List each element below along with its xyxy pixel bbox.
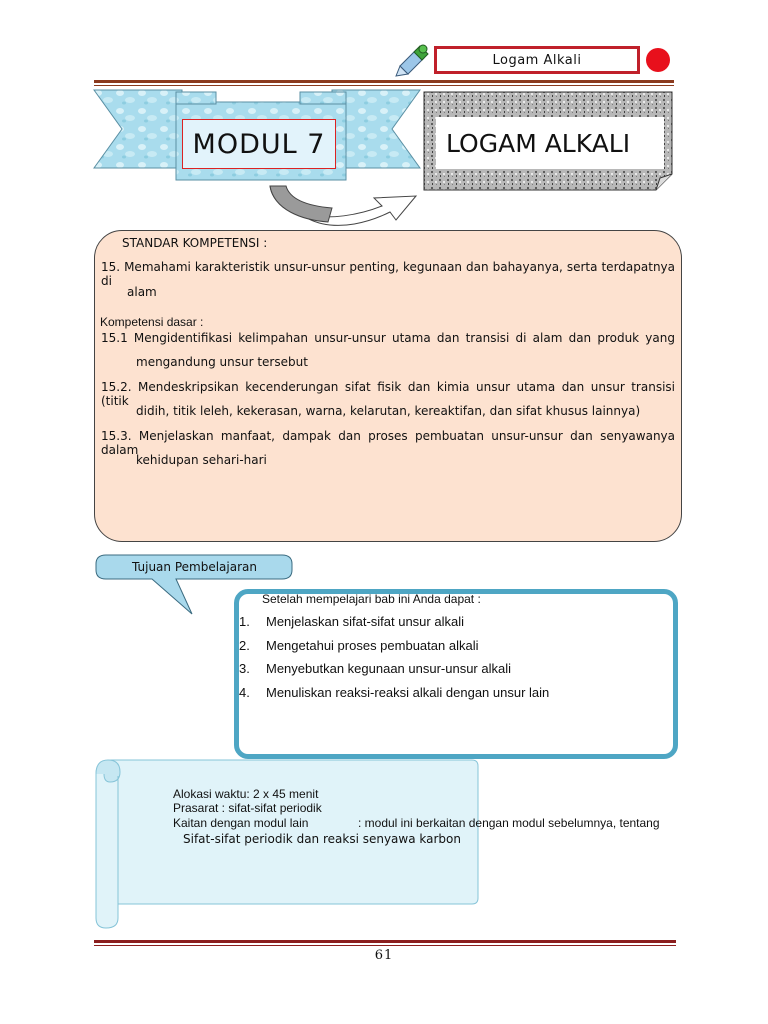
- module-title-box: [436, 117, 664, 169]
- module-topic-text: Logam Alkali: [492, 52, 582, 68]
- module-number: MODUL 7: [192, 128, 326, 160]
- header-rule-thin: [94, 85, 674, 86]
- time-allocation: Alokasi waktu: 2 x 45 menit: [173, 787, 319, 801]
- objective-number: 4.: [239, 685, 250, 700]
- basic-competency-item-cont: kehidupan sehari-hari: [136, 453, 267, 467]
- callout-label: Tujuan Pembelajaran: [132, 560, 257, 574]
- competency-item-cont: alam: [127, 285, 157, 299]
- basic-competency-item: 15.2. Mendeskripsikan kecenderungan sifat fisik dan kimia unsur utama dan unsur transisi (titik: [101, 380, 675, 408]
- red-dot-icon: [646, 48, 670, 72]
- objective-text: Menjelaskan sifat-sifat unsur alkali: [266, 614, 464, 629]
- footer-rule: [94, 940, 676, 943]
- competency-item: 15. Memahami karakteristik unsur-unsur penting, kegunaan dan bahayanya, serta terdapatnya di: [101, 260, 675, 288]
- pen-icon: [392, 42, 430, 80]
- related-module-text: : modul ini berkaitan dengan modul sebelumnya, tentang: [358, 816, 660, 830]
- basic-competency-item-cont: mengandung unsur tersebut: [136, 355, 308, 369]
- basic-competency-heading: Kompetensi dasar :: [100, 315, 204, 329]
- page-number: 61: [374, 948, 394, 963]
- objective-number: 1.: [239, 614, 250, 629]
- objectives-intro: Setelah mempelajari bab ini Anda dapat :: [262, 592, 481, 606]
- objective-text: Mengetahui proses pembuatan alkali: [266, 638, 479, 653]
- competency-heading: STANDAR KOMPETENSI :: [122, 236, 268, 250]
- basic-competency-item: 15.1 Mengidentifikasi kelimpahan unsur-unsur utama dan transisi di alam dan produk yang: [101, 331, 675, 345]
- basic-competency-item: 15.3. Menjelaskan manfaat, dampak dan proses pembuatan unsur-unsur dan senyawanya dalam: [101, 429, 675, 457]
- header-rule: [94, 80, 674, 83]
- basic-competency-item-cont: didih, titik leleh, kekerasan, warna, kelarutan, kereaktifan, dan sifat khusus lainnya): [136, 404, 641, 418]
- objective-text: Menuliskan reaksi-reaksi alkali dengan unsur lain: [266, 685, 550, 700]
- related-module-label: Kaitan dengan modul lain: [173, 816, 309, 830]
- objective-number: 2.: [239, 638, 250, 653]
- prerequisite: Prasarat : sifat-sifat periodik: [173, 801, 322, 815]
- module-topic-label: [434, 46, 640, 74]
- footer-rule-thin: [94, 945, 676, 946]
- module-title: LOGAM ALKALI: [446, 128, 631, 158]
- objective-number: 3.: [239, 661, 250, 676]
- module-number-box: [182, 119, 336, 169]
- related-module-topics: Sifat-sifat periodik dan reaksi senyawa karbon: [183, 832, 461, 846]
- objective-text: Menyebutkan kegunaan unsur-unsur alkali: [266, 661, 511, 676]
